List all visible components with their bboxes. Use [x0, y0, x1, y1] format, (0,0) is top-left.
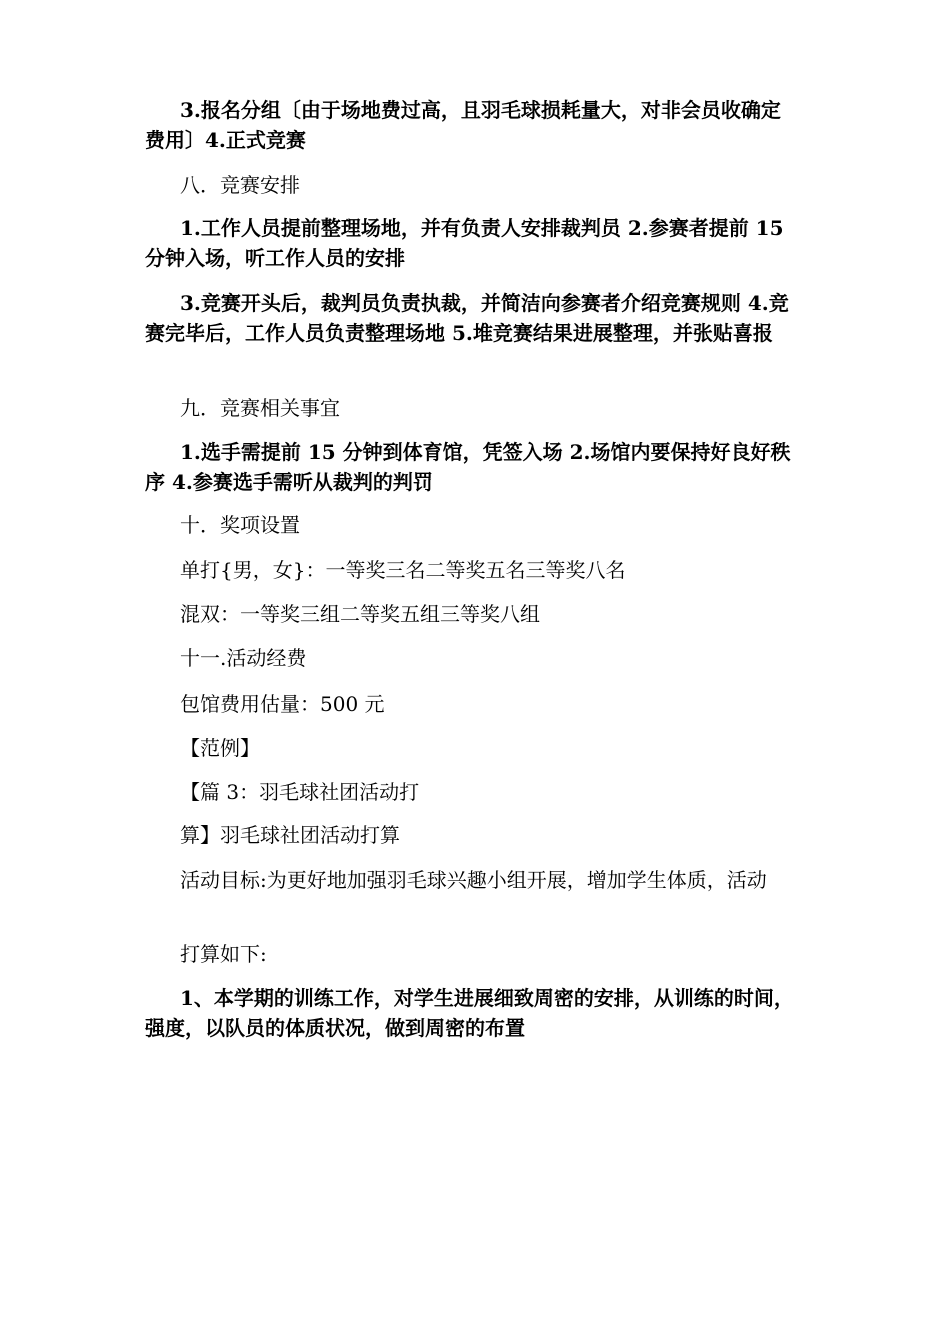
heading-competition-matters: 九．竞赛相关事宜 [180, 396, 340, 420]
paragraph-staff-arrangement: 1.工作人员提前整理场地，并有负责人安排裁判员 2.参赛者提前 15 分钟入场，听工作人员的安排 [145, 216, 784, 270]
paragraph-venue-cost: 包馆费用估量：500 元 [180, 692, 385, 716]
paragraph-activity-goal: 活动目标:为更好地加强羽毛球兴趣小组开展，增加学生体质，活动 [180, 868, 767, 892]
heading-competition-arrangement: 八．竞赛安排 [180, 173, 300, 197]
paragraph-competition-process: 3.竞赛开头后，裁判员负责执裁，并简洁向参赛者介绍竞赛规则 4.竞赛完毕后，工作人员负责整理场地 5.堆竞赛结果进展整理，并张贴喜报 [145, 291, 789, 345]
paragraph-mixed-doubles-awards: 混双：一等奖三组二等奖五组三等奖八组 [180, 602, 540, 626]
paragraph-plan-intro: 打算如下: [180, 942, 267, 966]
heading-article-3-part1: 【篇 3：羽毛球社团活动打 [180, 780, 420, 804]
paragraph-player-rules: 1.选手需提前 15 分钟到体育馆，凭签入场 2.场馆内要保持好良好秩序 4.参赛选手需听从裁判的判罚 [145, 440, 791, 494]
heading-article-3-part2: 算】羽毛球社团活动打算 [180, 823, 400, 847]
paragraph-registration-grouping: 3.报名分组〔由于场地费过高，且羽毛球损耗量大，对非会员收确定费用〕4.正式竞赛 [145, 98, 781, 152]
heading-activity-funding: 十一.活动经费 [180, 646, 307, 670]
label-example: 【范例】 [180, 736, 260, 760]
heading-awards: 十．奖项设置 [180, 513, 300, 537]
paragraph-training-plan: 1、本学期的训练工作，对学生进展细致周密的安排，从训练的时间，强度，以队员的体质状况，做到周密的布置 [145, 986, 794, 1040]
paragraph-singles-awards: 单打{男，女}：一等奖三名二等奖五名三等奖八名 [180, 558, 626, 582]
